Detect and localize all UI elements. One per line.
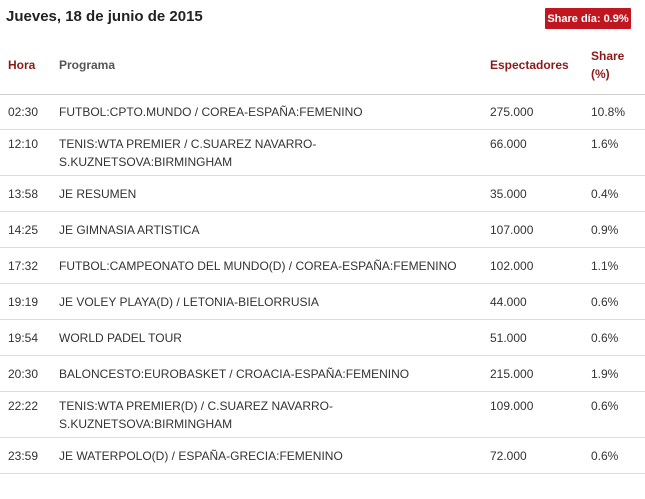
row-espectadores: 109.000 (490, 399, 534, 413)
row-programa: JE WATERPOLO(D) / ESPAÑA-GRECIA:FEMENINO (59, 449, 343, 463)
row-programa: JE VOLEY PLAYA(D) / LETONIA-BIELORRUSIA (59, 295, 319, 309)
row-programa: FUTBOL:CAMPEONATO DEL MUNDO(D) / COREA-ESPAÑA:FEMENINO (59, 259, 457, 273)
table-row (0, 248, 645, 284)
row-share: 0.9% (591, 223, 619, 237)
column-header-hora: Hora (8, 58, 36, 72)
row-espectadores: 275.000 (490, 105, 534, 119)
column-header-share: Share (591, 49, 625, 63)
table-body (0, 94, 645, 474)
row-espectadores: 51.000 (490, 331, 527, 345)
row-espectadores: 72.000 (490, 449, 527, 463)
row-share: 10.8% (591, 105, 626, 119)
row-hora: 14:25 (8, 223, 39, 237)
row-programa: TENIS:WTA PREMIER / C.SUAREZ NAVARRO- (59, 137, 317, 151)
table-row (0, 94, 645, 130)
table-row (0, 284, 645, 320)
table-row (0, 130, 645, 176)
row-hora: 19:19 (8, 295, 39, 309)
row-hora: 02:30 (8, 105, 39, 119)
row-programa: WORLD PADEL TOUR (59, 331, 182, 345)
row-hora: 19:54 (8, 331, 39, 345)
row-hora: 20:30 (8, 367, 39, 381)
row-programa: TENIS:WTA PREMIER(D) / C.SUAREZ NAVARRO- (59, 399, 334, 413)
row-hora: 13:58 (8, 187, 39, 201)
column-header-espectadores: Espectadores (490, 58, 569, 72)
row-share: 0.4% (591, 187, 619, 201)
row-espectadores: 35.000 (490, 187, 527, 201)
share-day-badge: Share día: 0.9% (545, 8, 631, 29)
row-hora: 17:32 (8, 259, 39, 273)
row-hora: 22:22 (8, 399, 39, 413)
table-row (0, 212, 645, 248)
row-share: 0.6% (591, 331, 619, 345)
row-programa-cont: S.KUZNETSOVA:BIRMINGHAM (59, 155, 233, 169)
row-share: 1.6% (591, 137, 619, 151)
row-share: 0.6% (591, 295, 619, 309)
table-row (0, 392, 645, 438)
row-espectadores: 107.000 (490, 223, 534, 237)
date-title: Jueves, 18 de junio de 2015 (6, 8, 203, 25)
row-share: 1.9% (591, 367, 619, 381)
row-programa: BALONCESTO:EUROBASKET / CROACIA-ESPAÑA:FEMENINO (59, 367, 410, 381)
table-header (0, 44, 645, 95)
table-row (0, 438, 645, 474)
table-row (0, 320, 645, 356)
row-programa: JE GIMNASIA ARTISTICA (59, 223, 200, 237)
row-share: 0.6% (591, 399, 619, 413)
row-programa: FUTBOL:CPTO.MUNDO / COREA-ESPAÑA:FEMENINO (59, 105, 363, 119)
row-espectadores: 66.000 (490, 137, 527, 151)
row-espectadores: 102.000 (490, 259, 534, 273)
table-row (0, 176, 645, 212)
table-row (0, 356, 645, 392)
row-espectadores: 215.000 (490, 367, 534, 381)
column-header-share-unit: (%) (591, 67, 610, 81)
row-share: 1.1% (591, 259, 619, 273)
row-hora: 23:59 (8, 449, 39, 463)
row-share: 0.6% (591, 449, 619, 463)
row-hora: 12:10 (8, 137, 39, 151)
column-header-programa: Programa (59, 58, 116, 72)
row-espectadores: 44.000 (490, 295, 527, 309)
row-programa: JE RESUMEN (59, 187, 137, 201)
row-programa-cont: S.KUZNETSOVA:BIRMINGHAM (59, 417, 233, 431)
